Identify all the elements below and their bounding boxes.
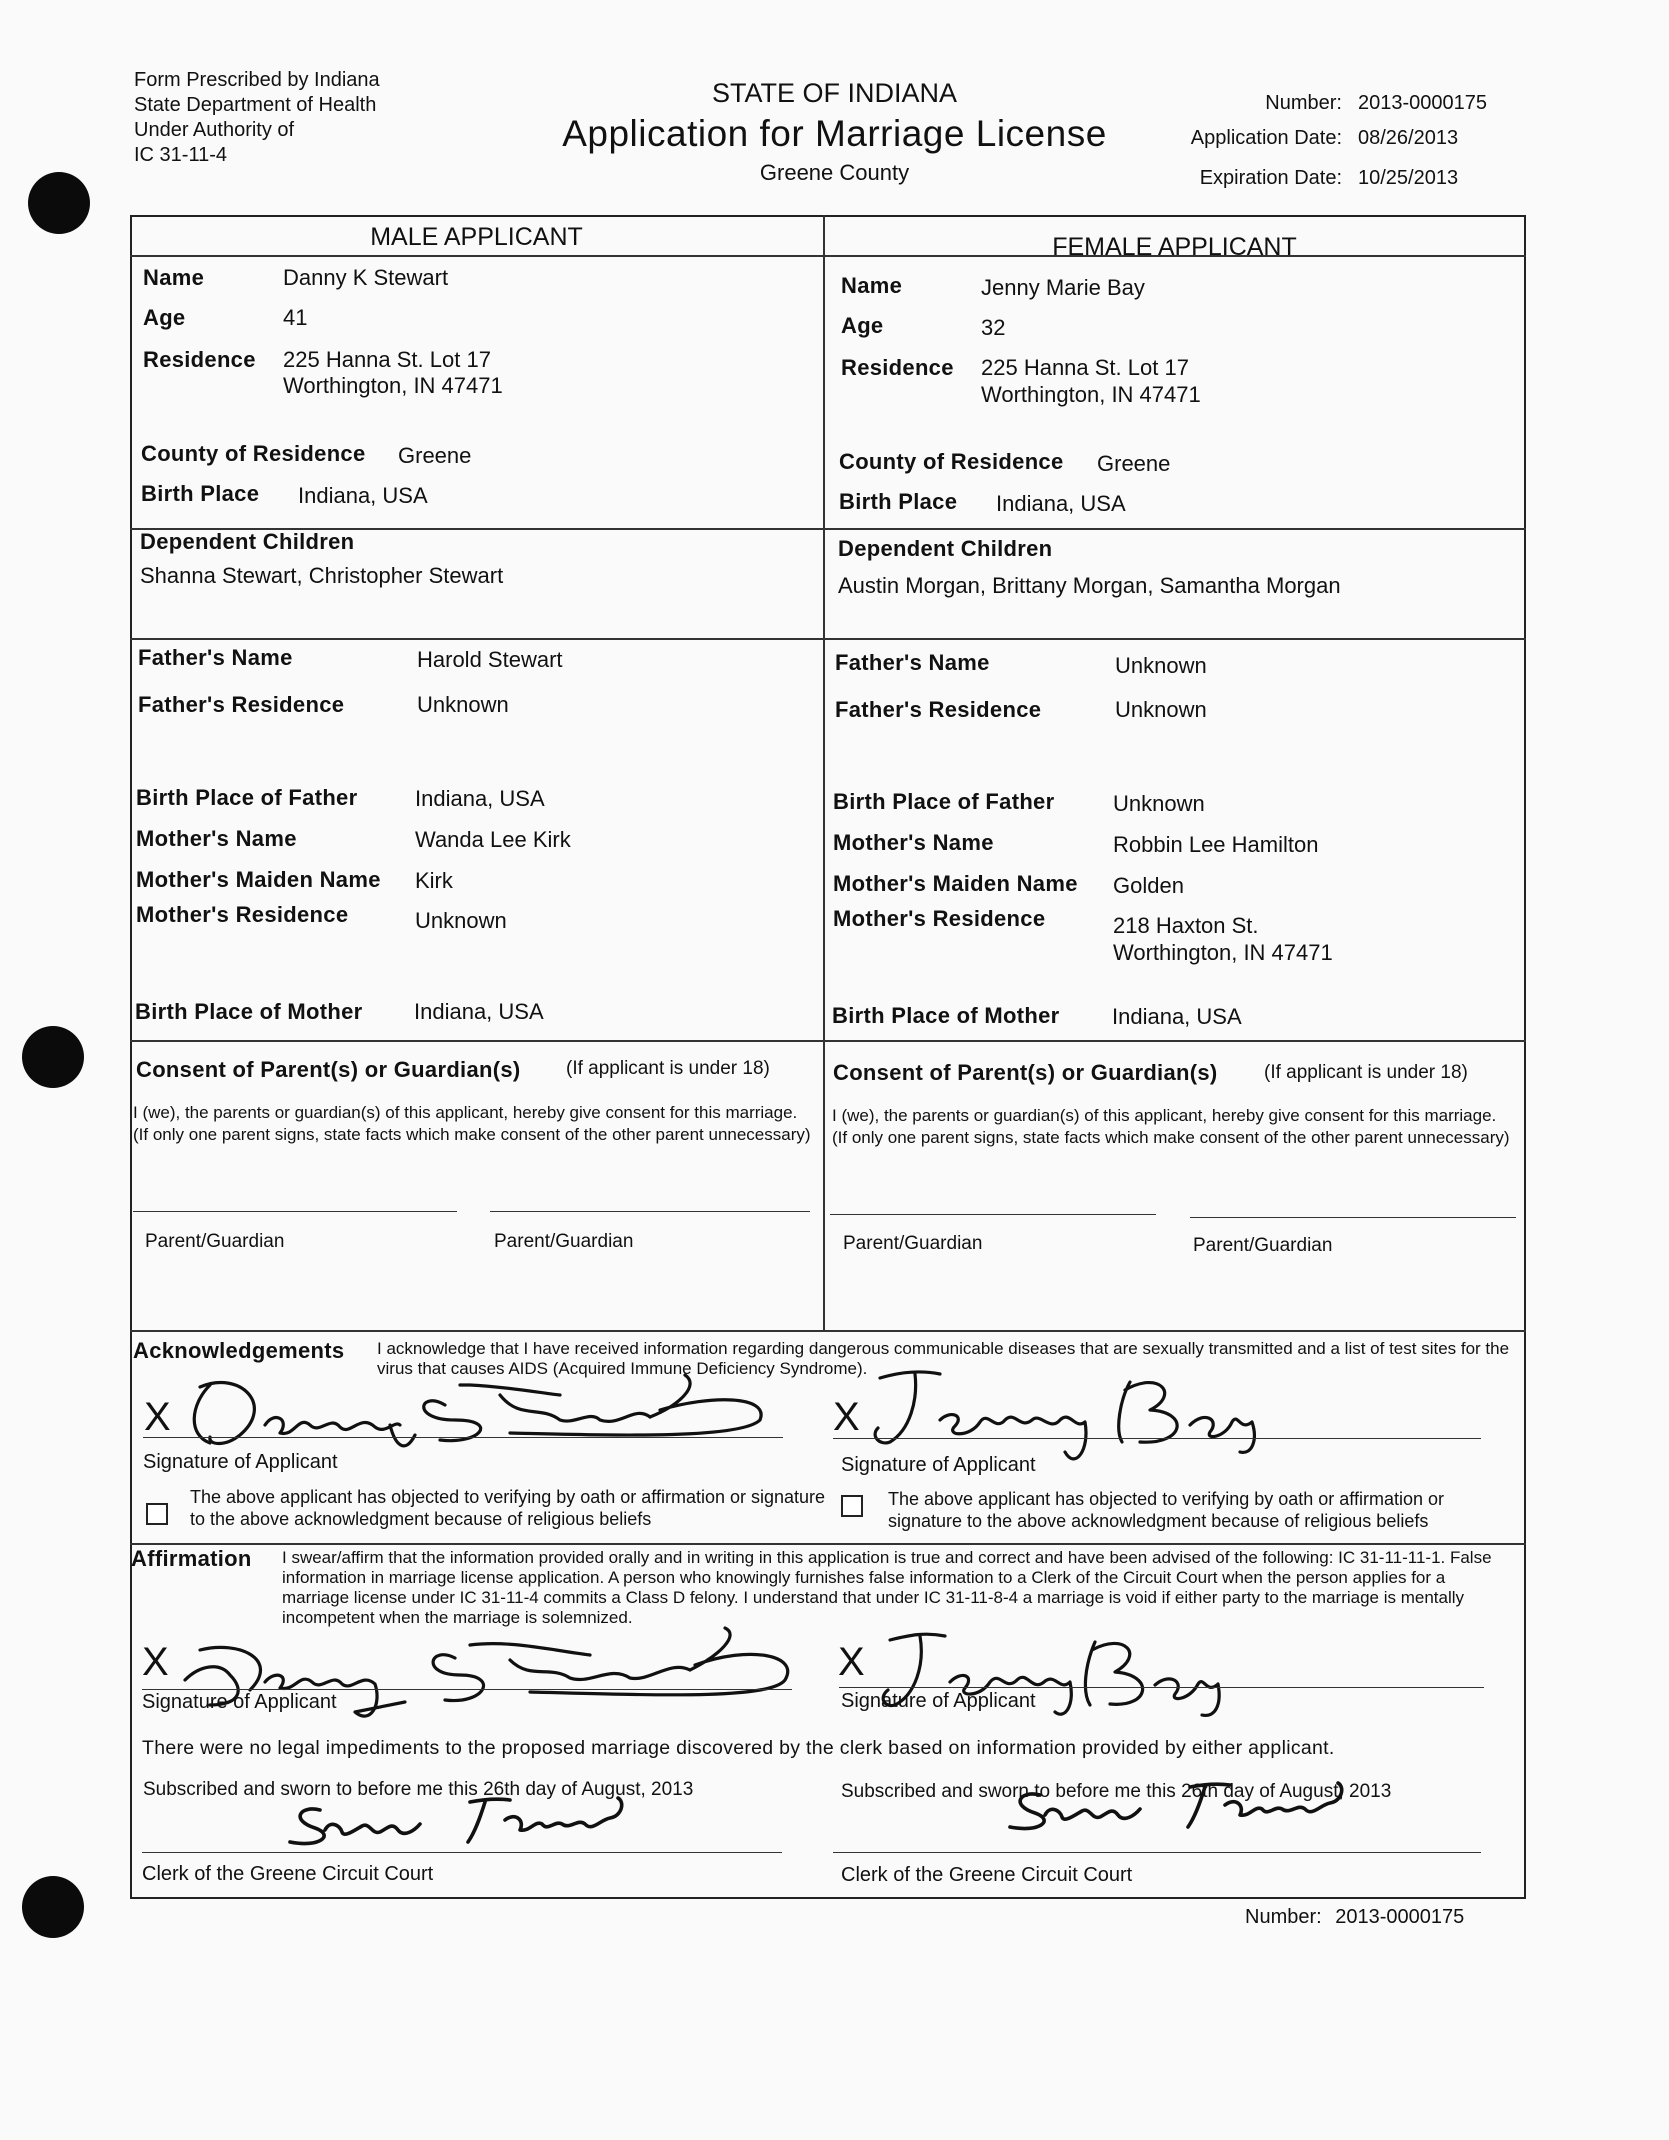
female-residence-line2: Worthington, IN 47471 — [981, 382, 1201, 407]
male-county: Greene — [398, 443, 472, 468]
male-applicant-heading: MALE APPLICANT — [370, 223, 583, 251]
number-value: 2013-0000175 — [1358, 92, 1488, 114]
female-ack-sig-line — [833, 1438, 1481, 1439]
rule-consent-end — [130, 1330, 1526, 1332]
state-title: STATE OF INDIANA — [711, 78, 958, 108]
affirmation-title: Affirmation — [131, 1546, 252, 1571]
male-birth-place-mother: Indiana, USA — [414, 999, 544, 1024]
female-clerk-signature — [1000, 1775, 1360, 1835]
male-fathers-name: Harold Stewart — [417, 647, 563, 672]
male-mothers-maiden: Kirk — [415, 868, 453, 893]
hole-punch-middle — [22, 1026, 84, 1088]
female-consent-text: I (we), the parents or guardian(s) of this applicant, hereby give consent for this marriage. (If only one parent signs, state facts which make consent of the other parent unnecessary) — [832, 1106, 1510, 1147]
male-residence-label: Residence — [143, 347, 256, 372]
female-mothers-residence-label: Mother's Residence — [833, 906, 1046, 931]
female-affirm-sig-x: X — [838, 1640, 865, 1684]
female-age: 32 — [981, 315, 1006, 340]
male-objection-text: The above applicant has objected to verifying by oath or affirmation or signature to the above acknowledgment because of religious beliefs — [190, 1487, 826, 1529]
female-birth-place-mother: Indiana, USA — [1112, 1004, 1242, 1029]
female-birth-place: Indiana, USA — [996, 491, 1126, 516]
male-fathers-residence: Unknown — [417, 692, 509, 717]
female-birth-place-father-label: Birth Place of Father — [833, 789, 1055, 814]
female-subscribed-text: Subscribed and sworn to before me this 26th day of August, 2013 — [841, 1781, 1392, 1802]
rule-parents-end — [130, 1040, 1526, 1042]
male-mothers-name: Wanda Lee Kirk — [415, 827, 571, 852]
female-age-label: Age — [841, 313, 884, 338]
male-affirm-sig-line — [142, 1689, 792, 1690]
female-birth-place-mother-label: Birth Place of Mother — [832, 1003, 1060, 1028]
male-parent-sig-line-1 — [133, 1211, 457, 1212]
female-birth-place-label: Birth Place — [839, 489, 958, 514]
female-name: Jenny Marie Bay — [981, 275, 1145, 300]
female-county-label: County of Residence — [839, 449, 1064, 474]
male-fathers-name-label: Father's Name — [138, 645, 293, 670]
footer-number-value: 2013-0000175 — [1335, 1906, 1465, 1928]
male-county-label: County of Residence — [141, 441, 366, 466]
impediments-statement: There were no legal impediments to the proposed marriage discovered by the clerk based on information provided by either applicant. — [142, 1737, 1335, 1759]
male-dependent-children-label: Dependent Children — [140, 529, 355, 554]
female-mothers-maiden: Golden — [1113, 873, 1184, 898]
male-affirm-sig-x: X — [142, 1640, 169, 1684]
application-date-label: Application Date: — [1190, 127, 1342, 149]
male-dependent-children: Shanna Stewart, Christopher Stewart — [140, 563, 504, 588]
male-mothers-residence: Unknown — [415, 908, 507, 933]
male-name: Danny K Stewart — [283, 265, 449, 290]
footer-number-label: Number: — [1245, 1906, 1322, 1928]
female-mothers-name-label: Mother's Name — [833, 830, 994, 855]
female-residence-label: Residence — [841, 355, 954, 380]
female-objection-text: The above applicant has objected to verifying by oath or affirmation or signature to the above acknowledgment because of religious beliefs — [888, 1489, 1444, 1531]
female-consent-note: (If applicant is under 18) — [1264, 1062, 1468, 1083]
female-county: Greene — [1097, 451, 1171, 476]
county-title: Greene County — [759, 160, 910, 185]
male-parent-sig-line-2 — [490, 1211, 810, 1212]
footer-number — [1245, 1906, 1464, 1929]
rule-children-end — [130, 638, 1526, 640]
female-clerk-title: Clerk of the Greene Circuit Court — [841, 1864, 1133, 1886]
female-mothers-residence-line2: Worthington, IN 47471 — [1113, 940, 1333, 965]
male-name-label: Name — [143, 265, 205, 290]
female-fathers-name: Unknown — [1115, 653, 1207, 678]
female-dependent-children: Austin Morgan, Brittany Morgan, Samantha Morgan — [838, 573, 1341, 598]
female-parent-guardian-1: Parent/Guardian — [843, 1233, 983, 1254]
female-consent-title: Consent of Parent(s) or Guardian(s) — [833, 1060, 1218, 1085]
female-parent-sig-line-2 — [1190, 1217, 1516, 1218]
female-mothers-maiden-label: Mother's Maiden Name — [833, 871, 1078, 896]
number-label: Number: — [1265, 92, 1342, 114]
male-age: 41 — [283, 305, 308, 330]
expiration-date-label: Expiration Date: — [1199, 167, 1342, 189]
male-objection-checkbox[interactable] — [146, 1503, 168, 1525]
male-mothers-residence-label: Mother's Residence — [136, 902, 349, 927]
female-mothers-residence-line1: 218 Haxton St. — [1113, 913, 1259, 938]
male-ack-signature — [180, 1365, 780, 1455]
male-birth-place-label: Birth Place — [141, 481, 260, 506]
female-fathers-name-label: Father's Name — [835, 650, 990, 675]
male-parent-guardian-1: Parent/Guardian — [145, 1231, 285, 1252]
female-objection-checkbox[interactable] — [841, 1495, 863, 1517]
female-fathers-residence: Unknown — [1115, 697, 1207, 722]
male-clerk-line — [142, 1852, 782, 1853]
affirmation-text: I swear/affirm that the information provided orally and in writing in this application is true and correct and have been advised of the following: IC 31-11-11-1. False information in marriage license application. A person who knowingly furnishes false information to a Clerk of the Circuit Court when the person applies for a marriage license under IC 31-11-4 commits a Class D felony. I understand that under IC 31-11-8-4 a marriage is void if either party to the marriage is mentally incompetent when the marriage is solemnized. — [282, 1548, 1492, 1627]
female-parent-guardian-2: Parent/Guardian — [1193, 1235, 1333, 1256]
female-applicant-heading: FEMALE APPLICANT — [1052, 233, 1297, 261]
male-ack-sig-x: X — [144, 1395, 171, 1439]
male-age-label: Age — [143, 305, 186, 330]
female-ack-signature — [860, 1360, 1280, 1460]
acknowledgements-text: I acknowledge that I have received information regarding dangerous communicable diseases that are sexually transmitted and a list of test sites for the virus that causes AIDS (Acquired Immune Deficiency Syndrome). — [377, 1339, 1510, 1378]
female-fathers-residence-label: Father's Residence — [835, 697, 1042, 722]
male-mothers-maiden-label: Mother's Maiden Name — [136, 867, 381, 892]
male-birth-place-father: Indiana, USA — [415, 786, 545, 811]
male-mothers-name-label: Mother's Name — [136, 826, 297, 851]
male-affirm-sig-label: Signature of Applicant — [142, 1691, 337, 1713]
female-affirm-sig-line — [839, 1687, 1484, 1688]
male-ack-sig-line — [143, 1437, 783, 1438]
rule-column-divider — [823, 215, 825, 1330]
female-ack-sig-x: X — [833, 1395, 860, 1439]
male-residence-line2: Worthington, IN 47471 — [283, 373, 503, 398]
male-birth-place-father-label: Birth Place of Father — [136, 785, 358, 810]
document-title: Application for Marriage License — [562, 113, 1107, 154]
male-consent-title: Consent of Parent(s) or Guardian(s) — [136, 1057, 521, 1082]
male-subscribed-text: Subscribed and sworn to before me this 26th day of August, 2013 — [143, 1779, 694, 1800]
male-clerk-title: Clerk of the Greene Circuit Court — [142, 1863, 434, 1885]
hole-punch-bottom — [22, 1876, 84, 1938]
female-parent-sig-line-1 — [830, 1214, 1156, 1215]
female-dependent-children-label: Dependent Children — [838, 536, 1053, 561]
rule-ack-end — [130, 1543, 1526, 1545]
male-fathers-residence-label: Father's Residence — [138, 692, 345, 717]
male-birth-place-mother-label: Birth Place of Mother — [135, 999, 363, 1024]
female-ack-sig-label: Signature of Applicant — [841, 1454, 1036, 1476]
male-birth-place: Indiana, USA — [298, 483, 428, 508]
male-parent-guardian-2: Parent/Guardian — [494, 1231, 634, 1252]
female-birth-place-father: Unknown — [1113, 791, 1205, 816]
male-consent-note: (If applicant is under 18) — [566, 1058, 770, 1079]
male-consent-text: I (we), the parents or guardian(s) of this applicant, hereby give consent for this marriage. (If only one parent signs, state facts which make consent of the other parent unnecessary) — [133, 1103, 811, 1144]
female-affirm-sig-label: Signature of Applicant — [841, 1690, 1036, 1712]
acknowledgements-title: Acknowledgements — [133, 1338, 345, 1363]
male-residence-line1: 225 Hanna St. Lot 17 — [283, 347, 491, 372]
expiration-date-value: 10/25/2013 — [1358, 167, 1459, 189]
male-ack-sig-label: Signature of Applicant — [143, 1451, 338, 1473]
female-clerk-line — [833, 1852, 1481, 1853]
female-residence-line1: 225 Hanna St. Lot 17 — [981, 355, 1189, 380]
female-mothers-name: Robbin Lee Hamilton — [1113, 832, 1319, 857]
female-name-label: Name — [841, 273, 903, 298]
application-date-value: 08/26/2013 — [1358, 127, 1459, 149]
male-clerk-signature — [280, 1790, 640, 1850]
form-authority: Form Prescribed by Indiana State Department of Health Under Authority of IC 31-11-4 — [134, 69, 380, 166]
